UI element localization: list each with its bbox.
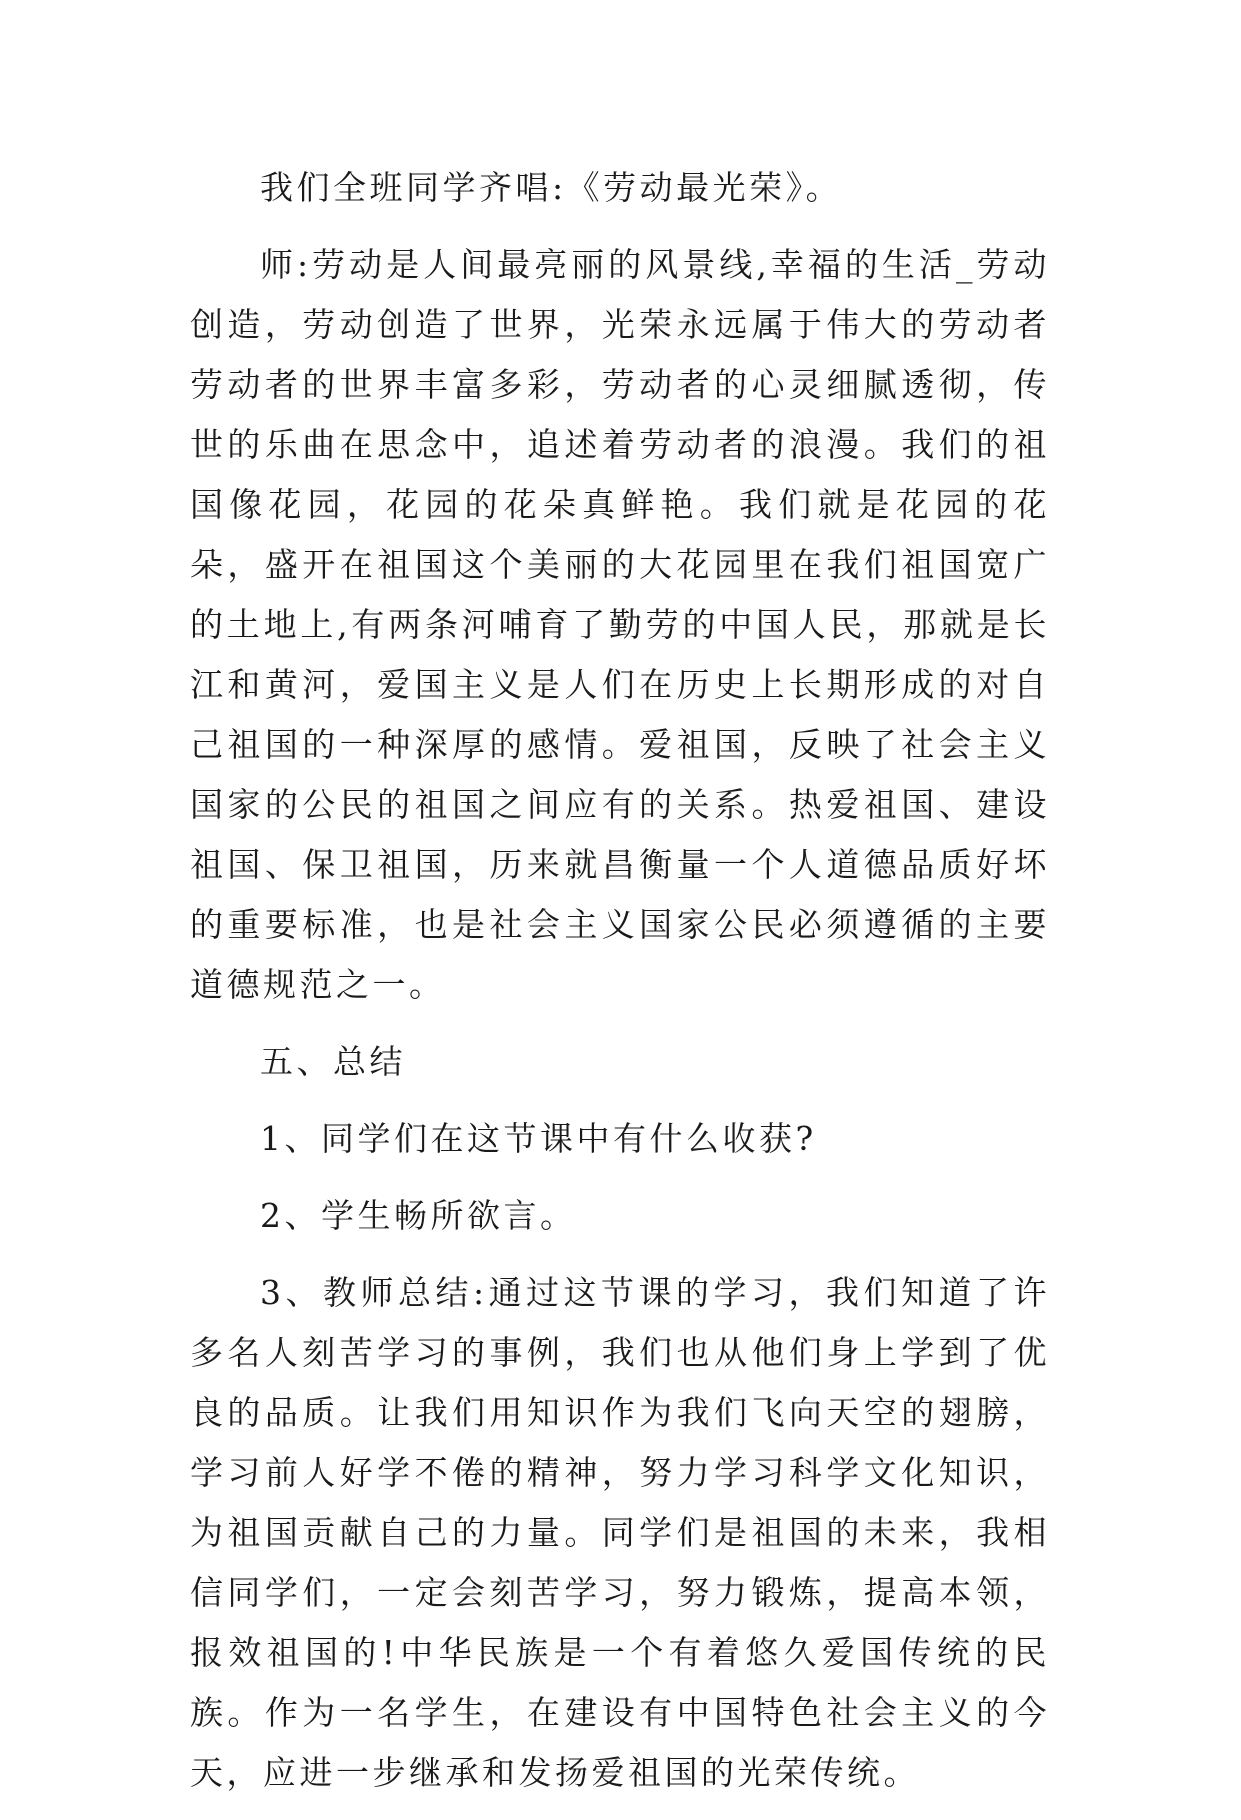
list-item-1: 1、同学们在这节课中有什么收获?: [260, 1119, 817, 1158]
document-page: [190, 158, 1050, 1820]
list-item-3: 3、教师总结:通过这节课的学习，我们知道了许多名人刻苦学习的事例，我们也从他们身上学到了优良的品质。让我们用知识作为我们飞向天空的翅膀，学习前人好学不倦的精神，努力学习科学文化知识，为祖国贡献自己的力量。同学们是祖国的未来，我相信同学们，一定会刻苦学习，努力锻炼，提高本领，报效祖国的!中华民族是一个有着悠久爱国传统的民族。作为一名学生，在建设有中国特色社会主义的今天，应进一步继承和发扬爱祖国的光荣传统。: [190, 1273, 1050, 1792]
paragraph-teacher-speech: 师:劳动是人间最亮丽的风景线,幸福的生活_劳动创造，劳动创造了世界，光荣永远属于伟大的劳动者劳动者的世界丰富多彩，劳动者的心灵细腻透彻，传世的乐曲在思念中，追述着劳动者的浪漫。我们的祖国像花园，花园的花朵真鲜艳。我们就是花园的花朵，盛开在祖国这个美丽的大花园里在我们祖国宽广的土地上,有两条河哺育了勤劳的中国人民，那就是长江和黄河，爱国主义是人们在历史上长期形成的对自己祖国的一种深厚的感情。爱祖国，反映了社会主义国家的公民的祖国之间应有的关系。热爱祖国、建设祖国、保卫祖国，历来就昌衡量一个人道德品质好坏的重要标准，也是社会主义国家公民必须遵循的主要道德规范之一。: [190, 245, 1050, 1004]
paragraph-singing: 我们全班同学齐唱:《劳动最光荣》。: [260, 168, 843, 207]
list-item-2: 2、学生畅所欲言。: [260, 1196, 577, 1235]
section-heading-summary: 五、总结: [260, 1042, 406, 1081]
